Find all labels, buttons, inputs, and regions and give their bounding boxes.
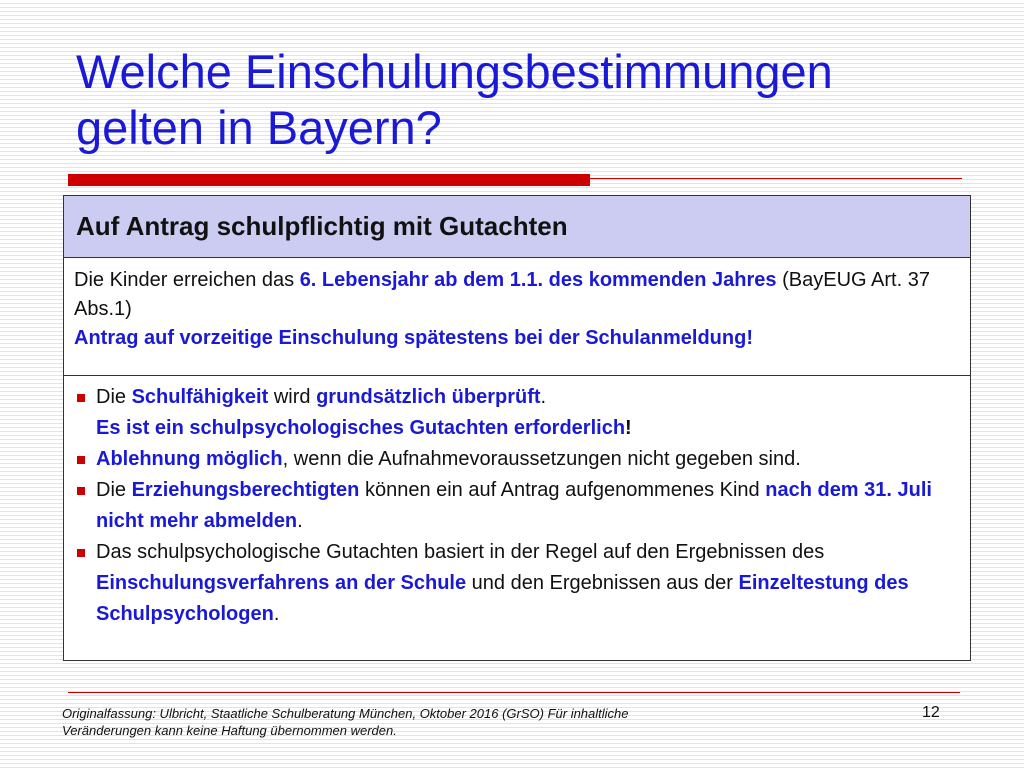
- page-number: 12: [922, 704, 940, 721]
- item-text: !: [625, 417, 632, 439]
- bullet-square-icon: [77, 549, 85, 557]
- item-highlight: Einschulungsverfahrens an der Schule: [96, 572, 467, 594]
- bullet-square-icon: [77, 394, 85, 402]
- intro-law-ref: (BayEUG Art. 37 Abs.1): [74, 269, 930, 320]
- item-highlight: Erziehungsberechtigten: [131, 479, 360, 501]
- item-highlight: grundsätzlich überprüft: [316, 386, 541, 408]
- intro-text-1: Die Kinder erreichen das: [74, 269, 300, 291]
- item-text: wird: [268, 386, 317, 408]
- item-text: .: [297, 510, 303, 532]
- table-header: [64, 196, 970, 258]
- item-highlight: Einzeltestung des Schulpsychologen: [96, 572, 909, 625]
- item-highlight: nach dem 31. Juli nicht mehr abmelden: [96, 479, 932, 532]
- item-highlight: Es ist ein schulpsychologisches Gutachten erforderlich: [96, 417, 626, 439]
- intro-row: [64, 258, 970, 376]
- item-highlight: Ablehnung möglich: [96, 448, 283, 470]
- intro-application-note: Antrag auf vorzeitige Einschulung spätestens bei der Schulanmeldung!: [74, 327, 753, 349]
- table-header-text: Auf Antrag schulpflichtig mit Gutachten: [76, 211, 568, 241]
- item-text: und den Ergebnissen aus der: [466, 572, 739, 594]
- title-underline-line: [590, 178, 962, 179]
- footer-note: Originalfassung: Ulbricht, Staatliche Schulberatung München, Oktober 2016 (GrSO) Für inhaltliche Veränderungen kann keine Haftung übernommen werden.: [62, 706, 629, 738]
- list-item: [74, 382, 960, 444]
- bullet-list: [64, 376, 970, 630]
- list-item: [74, 537, 960, 630]
- intro-highlight-age: 6. Lebensjahr ab dem 1.1. des kommenden Jahres: [299, 269, 777, 291]
- list-item: [74, 444, 960, 475]
- item-text: .: [540, 386, 547, 408]
- title-underline-bar: [68, 174, 590, 186]
- bullet-square-icon: [77, 487, 85, 495]
- item-text: Das schulpsychologische Gutachten basiert in der Regel auf den Ergebnissen des: [96, 541, 825, 563]
- slide-title: Welche Einschulungsbestimmungen gelten in Bayern?: [76, 45, 833, 154]
- item-text: können ein auf Antrag aufgenommenes Kind: [359, 479, 766, 501]
- list-item: [74, 475, 960, 537]
- item-highlight: Schulfähigkeit: [131, 386, 269, 408]
- item-text: , wenn die Aufnahmevoraussetzungen nicht gegeben sind.: [282, 448, 801, 470]
- content-table: [63, 195, 971, 661]
- item-text: Die: [96, 386, 132, 408]
- bullet-square-icon: [77, 456, 85, 464]
- item-text: Die: [96, 479, 132, 501]
- item-text: .: [273, 603, 280, 625]
- footer-divider: [68, 692, 960, 693]
